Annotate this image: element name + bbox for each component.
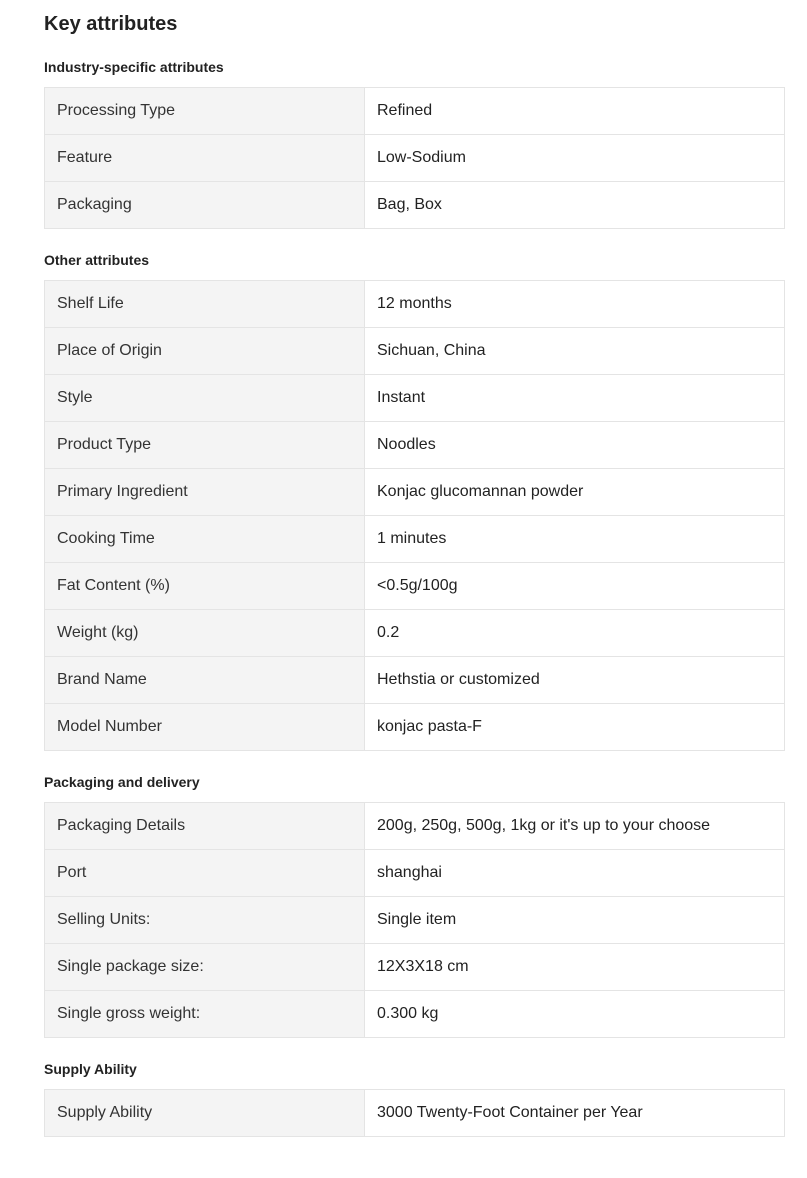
table-row (45, 1090, 785, 1137)
table-row (45, 803, 785, 850)
page-title: Key attributes (44, 13, 178, 35)
attribute-key: Primary Ingredient (45, 469, 365, 516)
section-title-packaging-delivery: Packaging and delivery (44, 774, 200, 790)
attribute-key: Cooking Time (45, 516, 365, 563)
attribute-key: Style (45, 375, 365, 422)
attribute-value: 1 minutes (365, 516, 785, 563)
section-title-other: Other attributes (44, 252, 150, 268)
attribute-value: 12X3X18 cm (365, 944, 785, 991)
table-row (45, 704, 785, 751)
attribute-key: Weight (kg) (45, 610, 365, 657)
table-row (45, 88, 785, 135)
table-row (45, 375, 785, 422)
section-title-supply-ability: Supply Ability (44, 1061, 137, 1077)
table-row (45, 516, 785, 563)
attribute-value: Sichuan, China (365, 328, 785, 375)
attribute-key: Single package size: (45, 944, 365, 991)
attribute-value: Bag, Box (365, 182, 785, 229)
attribute-value: Low-Sodium (365, 135, 785, 182)
attribute-key: Supply Ability (45, 1090, 365, 1137)
attribute-value: Single item (365, 897, 785, 944)
attribute-value: shanghai (365, 850, 785, 897)
attribute-value: 200g, 250g, 500g, 1kg or it's up to your choose (365, 803, 785, 850)
attribute-key: Packaging (45, 182, 365, 229)
attribute-key: Selling Units: (45, 897, 365, 944)
table-row (45, 328, 785, 375)
attribute-key: Fat Content (%) (45, 563, 365, 610)
table-row (45, 281, 785, 328)
key-attributes-panel (44, 0, 785, 1137)
table-row (45, 991, 785, 1038)
table-row (45, 610, 785, 657)
attribute-key: Packaging Details (45, 803, 365, 850)
attribute-key: Model Number (45, 704, 365, 751)
attribute-value: <0.5g/100g (365, 563, 785, 610)
attributes-table-other (44, 280, 785, 751)
table-row (45, 850, 785, 897)
table-row (45, 135, 785, 182)
attribute-value: 0.2 (365, 610, 785, 657)
attribute-value: 0.300 kg (365, 991, 785, 1038)
table-row (45, 469, 785, 516)
attribute-value: Hethstia or customized (365, 657, 785, 704)
table-row (45, 182, 785, 229)
attribute-value: 3000 Twenty-Foot Container per Year (365, 1090, 785, 1137)
attribute-value: Noodles (365, 422, 785, 469)
attribute-value: Konjac glucomannan powder (365, 469, 785, 516)
attribute-value: Instant (365, 375, 785, 422)
section-title-industry-specific: Industry-specific attributes (44, 59, 224, 75)
table-row (45, 944, 785, 991)
attribute-key: Shelf Life (45, 281, 365, 328)
attributes-table-supply-ability (44, 1089, 785, 1137)
attribute-key: Product Type (45, 422, 365, 469)
table-row (45, 657, 785, 704)
attribute-key: Processing Type (45, 88, 365, 135)
attributes-table-industry-specific (44, 87, 785, 229)
attribute-value: konjac pasta-F (365, 704, 785, 751)
attribute-key: Port (45, 850, 365, 897)
attribute-key: Single gross weight: (45, 991, 365, 1038)
attribute-value: 12 months (365, 281, 785, 328)
attribute-key: Feature (45, 135, 365, 182)
table-row (45, 897, 785, 944)
attribute-key: Place of Origin (45, 328, 365, 375)
table-row (45, 563, 785, 610)
attribute-key: Brand Name (45, 657, 365, 704)
table-row (45, 422, 785, 469)
attributes-table-packaging-delivery (44, 802, 785, 1038)
attribute-value: Refined (365, 88, 785, 135)
